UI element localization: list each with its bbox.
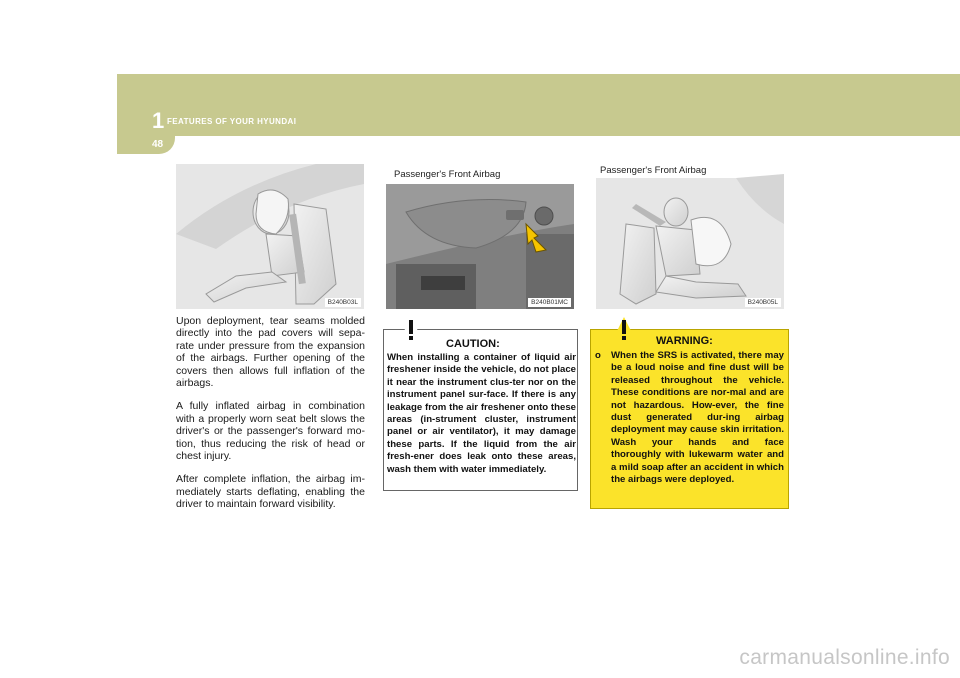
warning-title: WARNING: bbox=[656, 335, 713, 347]
warning-text: When the SRS is activated, there may be a loud noise and fine dust will be released throughout the vehicle. These conditions are nor-mal and are not hazardous. How-ever, the fine dust generated dur-ing airbag deployment may cause skin irritation. Wash your hands and face thoroughly with lukewarm water and a mild soap after an accident in which the airbags were deployed. bbox=[611, 350, 784, 486]
figure-dashboard bbox=[386, 164, 574, 309]
body-paragraph: After complete inflation, the airbag im-mediately starts deflating, enabling the driver to maintain forward visibility. bbox=[176, 473, 365, 511]
chapter-number: 1 bbox=[152, 108, 165, 133]
caution-box bbox=[383, 329, 578, 491]
header-band bbox=[117, 74, 960, 136]
chapter-title: FEATURES OF YOUR HYUNDAI bbox=[167, 117, 297, 126]
page-number: 48 bbox=[152, 139, 164, 150]
passenger-airbag-illustration bbox=[596, 164, 784, 309]
warning-box bbox=[590, 329, 789, 509]
figure-driver-airbag bbox=[176, 164, 364, 309]
bullet: o bbox=[595, 350, 601, 361]
figure-code: B240B03L bbox=[325, 298, 361, 307]
warning-triangle-icon bbox=[398, 316, 424, 342]
warning-text-block bbox=[595, 350, 784, 486]
figure-code: B240B01MC bbox=[528, 298, 571, 307]
body-paragraph: Upon deployment, tear seams molded directly into the pad covers will sepa-rate under pressure from the expansion of the airbags. Further opening of the covers then allows full inflation of the airbags. bbox=[176, 315, 365, 390]
body-text bbox=[176, 315, 365, 522]
dashboard-illustration bbox=[386, 164, 574, 309]
figure-caption: Passenger's Front Airbag bbox=[386, 164, 574, 184]
warning-triangle-icon bbox=[611, 316, 637, 342]
figure-code: B240B05L bbox=[745, 298, 781, 307]
caution-title: CAUTION: bbox=[446, 338, 500, 350]
figure-caption: Passenger's Front Airbag bbox=[600, 165, 707, 176]
page-number-tab bbox=[117, 136, 175, 154]
body-paragraph: A fully inflated airbag in combination with a properly worn seat belt slows the driver's or the passenger's forward mo-tion, thus reducing the risk of head or chest injury. bbox=[176, 400, 365, 463]
driver-airbag-illustration bbox=[176, 164, 364, 309]
caution-text: When installing a container of liquid air freshener inside the vehicle, do not place it near the instrument clus-ter nor on the instrument panel sur-face. If there is any leakage from the air freshener onto these areas (in-strument cluster, instrument panel or air ventilator), it may damage these parts. If the liquid from the air fresh-ener does leak onto these areas, wash them with water immediately. bbox=[387, 352, 576, 475]
watermark: carmanualsonline.info bbox=[739, 646, 950, 669]
figure-passenger-airbag bbox=[596, 164, 784, 309]
